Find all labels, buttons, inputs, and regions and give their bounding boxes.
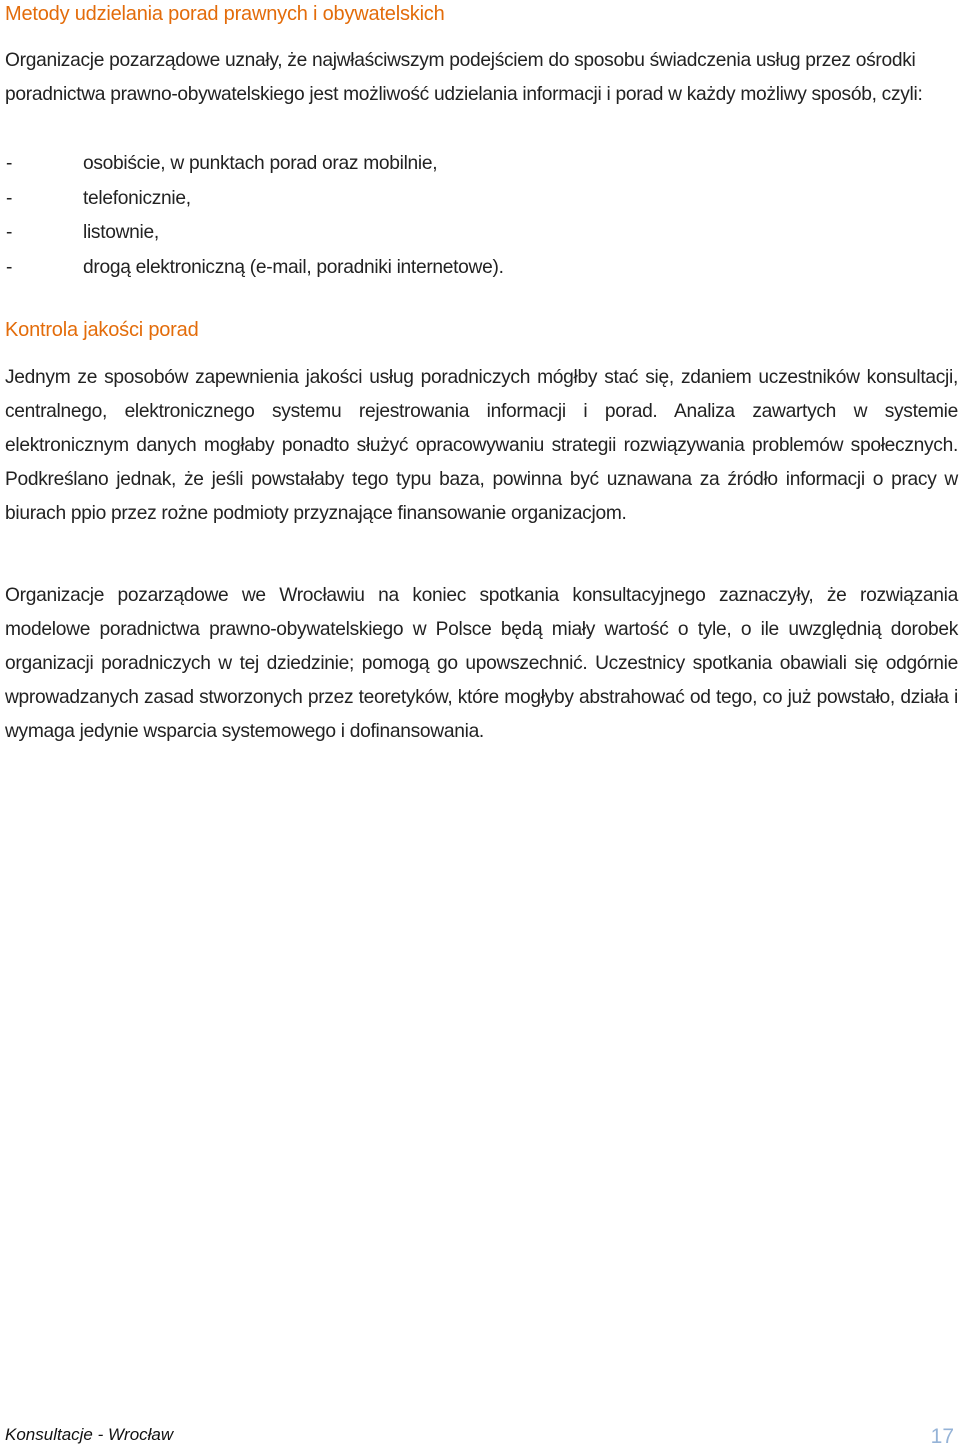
list-item [5,182,504,217]
list-item [5,147,504,182]
list-marker: - [6,187,13,209]
footer-label: Konsultacje - Wrocław [5,1425,174,1444]
section-heading-methods: Metody udzielania porad prawnych i obywatelskich [5,3,445,25]
document-page [5,0,958,1452]
quality-paragraph-1: Jednym ze sposobów zapewnienia jakości usług poradniczych mógłby stać się, zdaniem uczestników konsultacji, centralnego, elektronicznego systemu rejestrowania informacji i porad. Analiza zawartych w systemie elektronicznym danych mogłaby ponadto służyć opracowywaniu strategii rozwiązywania problemów społecznych. Podkreślano jednak, że jeśli powstałaby tego typu baza, powinna być uznawana za źródło informacji o pracy w biurach ppio przez rożne podmioty przyznające finansowanie organizacjom. [5,367,958,524]
list-item-text: telefonicznie, [83,187,191,209]
list-item [5,251,504,286]
methods-intro-paragraph: Organizacje pozarządowe uznały, że najwłaściwszym podejściem do sposobu świadczenia usług przez ośrodki poradnictwa prawno-obywatelskiego jest możliwość udzielania informacji i porad w każdy możliwy sposób, czyli: [5,50,923,105]
list-item-text: listownie, [83,222,159,243]
list-item [5,216,504,251]
page-number: 17 [930,1425,954,1448]
quality-paragraph-2: Organizacje pozarządowe we Wrocławiu na koniec spotkania konsultacyjnego zaznaczyły, że rozwiązania modelowe poradnictwa prawno-obywatelskiego w Polsce będą miały wartość o tyle, o ile uwzględnią dorobek organizacji poradniczych w tej dziedzinie; pomogą go upowszechnić. Uczestnicy spotkania obawiali się odgórnie wprowadzanych zasad stworzonych przez teoretyków, które mogłyby abstrahować od tego, co już powstało, działa i wymaga jedynie wsparcia systemowego i dofinansowania. [5,585,958,742]
section-heading-quality-control: Kontrola jakości porad [5,319,199,341]
methods-list [5,147,504,285]
list-marker: - [6,222,13,243]
list-marker: - [6,153,13,174]
list-item-text: osobiście, w punktach porad oraz mobilnie, [83,153,438,174]
list-item-text: drogą elektroniczną (e-mail, poradniki internetowe). [83,256,504,278]
list-marker: - [6,256,13,278]
